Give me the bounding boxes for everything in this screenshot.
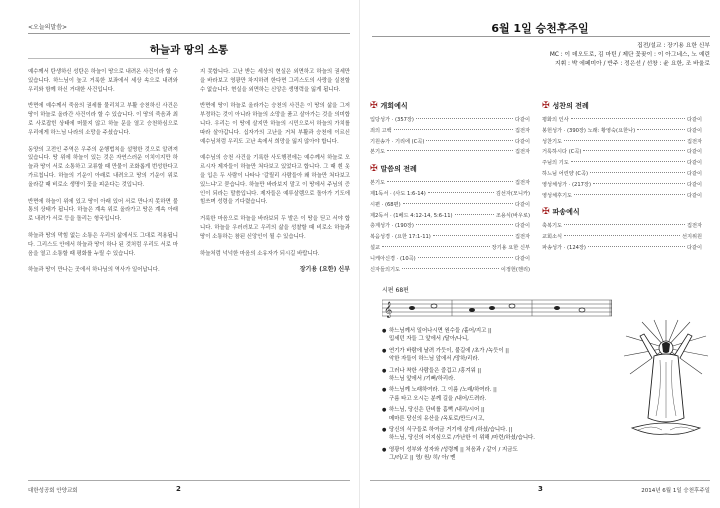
liturgy-item [542,115,702,126]
leader-dots [402,268,499,269]
risen-christ-illustration [622,318,710,438]
paragraph: 예수께서 탄생하신 성탄은 하늘이 땅으로 내려온 사건이라 할 수 있습니다. 하느님이 높고 거룩한 보좌에서 세상 속으로 내려와 우리와 함께 하신 거대한 사건입니다. [28,69,178,93]
liturgy-item [370,243,530,254]
liturgy-item-name: 시편 · (68편) [370,201,401,208]
psalm-verse [382,367,612,384]
verse-lines [389,367,481,384]
title-divider [372,36,710,37]
bullet-icon: ● [382,427,387,434]
footer-service-date: 2014년 6월 1일 승천후주일 [641,488,710,494]
paragraph: 반면에 예수께서 죽음의 권세를 물리치고 부활 승천하신 사건은 땅이 하늘로 올라간 사건이라 할 수 있습니다. 이 땅의 죽음과 최로 사로잡힌 상태에 머물지 않고 하늘 문을 열고 승천하심으로 우리에게 하느님 나라의 소망을 주셨습니다. [28,103,178,136]
liturgy-item-responsible: 이정헌(헨리) [500,266,530,273]
paragraph: 지 못합니다. 고난 받는 세상의 현실은 외면하고 하늘의 권세만을 바라보고 영광만 차지하려 한다면 그리스도의 사랑을 실천할 수 없습니다. 현실을 외면하는 신앙은 생명력을 잃게 됩니다. [200,69,350,93]
leader-dots [387,150,513,151]
leader-dots [571,118,685,119]
leader-dots [588,246,685,247]
liturgy-item-responsible: 다같이 [514,117,530,123]
psalm-verse [382,386,612,403]
liturgy-item-responsible: 다같이 [514,138,530,145]
article-title: 하늘과 땅의 소통 [149,44,229,56]
liturgy-item [370,232,530,243]
credit-line: MC : 이 데오도로, 김 마틴 / 제단 꽃꽂이 : 이 아그네스, 노 예린 [549,52,710,58]
liturgy-item-name: 성찬기도 [542,138,563,145]
service-title: 6월 1일 승천후주일 [491,22,589,35]
leader-dots [571,161,685,162]
verse-line: 하느님께 노래하여라. 그 이름 /노래/하여라. || [389,387,497,394]
liturgy-item [370,211,530,222]
leader-dots [637,129,685,130]
liturgy-item-name: 거룩하시다 (C곡) [542,149,582,156]
bullet-icon: ● [382,328,387,334]
bullet-icon: ● [382,367,387,374]
section-heading-text: 말씀의 전례 [380,165,417,174]
section-heading-text: 성찬의 전례 [552,102,589,110]
leader-dots [426,140,513,141]
liturgy-item-responsible: 다같이 [686,160,702,167]
liturgy-item [370,254,530,265]
liturgy-section-heading [370,164,530,174]
bullet-icon: ● [382,446,387,453]
leader-dots [455,214,494,215]
verse-line: 악한 자들이 하느님 앞에서 /망하/리라. [389,356,480,363]
verse-line: 당신의 식구들로 하여금 거기에 살게 /하셨/습니다. || [389,427,513,434]
leader-dots [564,224,685,225]
verse-lines [389,406,485,423]
liturgy-item-name: 축복기도 [542,223,563,230]
liturgy-item [370,265,530,276]
liturgy-item [370,126,530,137]
liturgy-item-responsible: 다같이 [514,255,530,262]
credit-line: 집전/설교 : 장기용 요한 신부 [637,43,710,49]
psalm-verse [382,446,612,463]
liturgy-item-name: 설교 [370,244,381,251]
liturgy-item-responsible: 집전자 [686,223,702,230]
liturgy-item [542,243,702,254]
liturgy-item [542,221,702,232]
liturgy-item [542,126,702,137]
psalm-verse [382,406,612,423]
footer-rule [370,480,710,481]
leader-dots [433,235,513,236]
liturgy-item-responsible: 다같이 [514,201,530,208]
bullet-icon: ● [382,387,387,394]
footer-rule [28,480,350,481]
liturgy-item [542,137,702,148]
verse-lines [389,386,497,403]
credit-line: 지휘 : 박 에페미아 / 반주 : 정은선 / 선창 : 윤 요한, 조 바울로 [554,61,710,67]
leader-dots [382,246,490,247]
leader-dots [416,118,513,119]
liturgy-item-responsible: 다같이 [686,170,702,177]
liturgy-item-responsible: 다같이 [686,117,702,123]
page-number: 2 [176,485,181,493]
liturgy-item [542,169,702,180]
verse-lines [389,347,509,364]
verse-line: 하느님 앞에서 /기뻐/하리라. [389,376,456,383]
liturgy-column-right [542,95,702,254]
liturgy-item-name: 파송성가 · (124장) [542,244,586,251]
liturgy-item-name: 죄의 고백 [370,127,392,134]
psalm-verse [382,327,612,344]
verse-line: 하느님, 당신의 어지심으로 /가난한 이 위해 /마련/하셨/습니다. [389,435,535,442]
liturgy-item-name: 영성체후기도 [542,192,573,199]
liturgy-item-name: 복음성경 · (요한 17:1-11) [370,234,431,241]
liturgy-item [542,158,702,169]
leader-dots [418,257,513,258]
psalm-verse [382,347,612,364]
paragraph: 예수님의 승천 사건을 기록한 사도행전에는 예수께서 하늘로 오르시자 제자들이 하늘만 쳐다보고 있었다고 합니다. 그 때 흰 옷을 입은 두 사람이 나타나 '갈릴리 사람들아 왜 하늘만 쳐다보고 있느냐'고 묻습니다. 하늘만 바라보지 말고 이 땅에서 주님의 증인이 되라는 말씀입니다. 제자들은 예루살렘으로 돌아가 기도에 힘쓰며 성령을 기다렸습니다. [200,155,350,206]
verse-line: 하느님, 당신은 단비를 흠뻑 /내리/시어 || [389,407,485,414]
verse-line: 연기가 바람에 날려 가듯이, 불길에 /초가 /녹듯이 || [389,347,509,354]
paragraph: 반면에 하늘이 위에 있고 땅이 아래 있어 서로 만나지 못하면 불통의 상태가 됩니다. 하늘은 계속 위로 올라가고 땅은 계속 아래로 내려가 서로 등을 돌리는 형국입니다. [28,198,178,223]
liturgy-item-responsible: 다같이 [686,244,702,251]
paragraph: 거룩한 마음으로 하늘을 바라보되 두 발은 이 땅을 딛고 서야 합니다. 하늘을 우러러보고 우리의 삶을 성찰할 때 비로소 하늘과 땅이 소통하는 참된 신앙인이 될 수 있습니다. [200,216,350,240]
liturgy-item-name: 니케아신경 · (10곡) [370,255,416,262]
liturgy-item-responsible: 다같이 [686,127,702,134]
liturgy-item-name: 교회소식 [542,234,563,241]
article-column-2 [200,68,350,275]
liturgy-column-left [370,95,530,275]
liturgy-item-responsible: 집전자 [514,180,530,187]
liturgy-item-name: 기원송가 · 기리에 (C곡) [370,138,425,145]
psalm-lyrics [382,327,612,466]
svg-text:𝄞: 𝄞 [384,302,393,318]
liturgy-item-name: 주님의 기도 [542,160,569,167]
verse-line: 영광이 성부와 성자와 /성령께 || 처음과 / 같이 / 지금도 [389,446,518,453]
verse-line: 그/러/고 || 영/ 원/ 히/ 아/ 멘 [389,455,456,462]
leader-dots [428,192,494,193]
liturgy-item [370,137,530,148]
liturgy-item [542,232,702,243]
liturgy-item [542,147,702,158]
liturgy-item-name: 평화의 인사 [542,117,569,123]
verse-line: 메마른 당신의 유산을 /옥토로/만드/시고, [389,415,485,422]
music-score [382,296,612,320]
section-divider [28,33,350,34]
paragraph: 하늘처럼 넉넉한 마음의 소유자가 되시길 바랍니다. [200,250,320,257]
liturgy-item-name: 신자들의기도 [370,266,401,273]
liturgy-item [542,180,702,191]
liturgy-item-responsible: 다같이 [514,223,530,230]
leader-dots [583,150,685,151]
leader-dots [394,129,513,130]
leader-dots [564,235,680,236]
verse-lines [389,446,518,463]
liturgy-item [542,191,702,202]
leader-dots [416,224,513,225]
paragraph: 하늘과 땅이 만나는 곳에서 하나님의 역사가 일어납니다. [28,267,160,274]
paragraph: 하늘과 땅의 막힘 없는 소통은 우리의 삶에서도 그대로 적용됩니다. 그리스도 안에서 하늘과 땅이 하나 된 것처럼 우리도 서로 마음을 열고 소통할 때 평화를 누릴 수 있습니다. [28,232,178,257]
liturgy-item [370,147,530,158]
psalm-verse [382,426,612,443]
liturgy-item-responsible: 선지위원 [681,234,702,241]
liturgy-item [370,189,530,200]
cross-icon: ✠ [542,101,550,111]
verse-line: 그러나 착한 사람들은 즐겁고 /흥겨워 || [389,367,482,374]
liturgy-item-name: 입당성가 · (357장) [370,117,414,123]
liturgy-section-heading [370,101,530,111]
verse-line: 하느님께서 일어나시면 원수들 /흩어/지고 || [389,328,492,334]
article-author: 장기용 (요한) 신부 [299,266,350,274]
verse-line: 밉세던 자들 그 앞에서 /달아/나니, [389,336,469,343]
article-column-1 [28,68,178,283]
liturgy-item-responsible: 집전자 [686,138,702,145]
paragraph: 반면에 땅이 하늘로 올라가는 승천의 사건은 이 땅의 삶을 그저 부정하는 것이 아니라 하늘의 소망을 품고 살아가는 것을 의미합니다. 우리는 이 땅에 살지만 하늘의 시민으로서 하늘의 가치를 따라 살아갑니다. 십자가의 고난을 거쳐 부활과 승천에 이르신 예수님처럼 우리도 고난 속에서 희망을 잃지 않아야 합니다. [200,103,350,145]
cross-icon: ✠ [370,164,378,175]
leader-dots [387,181,513,182]
page-number: 3 [538,485,543,493]
liturgy-item [370,178,530,189]
liturgy-item-responsible: 장기용 요한 신부 [491,244,530,251]
leader-dots [564,140,685,141]
verse-line: 구름 타고 오시는 분께 길을 /내어/드려라. [389,395,487,402]
liturgy-section-heading [542,101,702,111]
leader-dots [574,194,685,195]
liturgy-item [370,115,530,126]
psalm-label: 시편 68편 [382,287,409,294]
liturgy-item-responsible: 집전자 [514,234,530,241]
paragraph: 동양의 고전인 주역은 우주의 운행법칙을 설명한 것으로 알려져 있습니다. 땅 위에 하늘이 있는 것은 자연스러운 이치이지만 하늘과 땅이 서로 소통하고 교류할 때 만물이 조화롭게 번성한다고 가르칩니다. 하늘의 기운이 아래로 내려오고 땅의 기운이 위로 올라갈 때 비로소 생명이 꽃을 피운다는 것입니다. [28,146,178,188]
verse-lines [389,426,535,443]
right-page [360,0,720,508]
liturgy-item-responsible: 다같이 [686,149,702,156]
liturgy-item-name: 영성체성가 · (217장) [542,181,591,188]
liturgy-item-responsible: 집전자 [514,127,530,134]
section-heading-text: 개회예식 [380,102,408,110]
liturgy-item [370,200,530,211]
leader-dots [593,183,685,184]
liturgy-item-responsible: 김선자(모니카) [495,190,530,197]
cross-icon: ✠ [542,207,550,218]
liturgy-item-name: 하느님 어린양 (C곡) [542,170,589,177]
verse-lines [389,327,492,344]
service-credits [550,42,710,69]
liturgy-item-name: 본기도 [370,149,386,156]
bullet-icon: ● [382,347,387,354]
section-heading-text: 파송예식 [552,208,580,217]
liturgy-item-name: 층계성가 · (190장) [370,223,414,230]
liturgy-item-name: 제1독서 · (사도 1:6-14) [370,190,426,197]
liturgy-item-responsible: 조용식(바우로) [495,212,530,219]
footer-church-name: 대한성공회 안양교회 [28,488,78,494]
leader-dots [403,203,513,204]
liturgy-item-responsible: 집전자 [514,149,530,156]
liturgy-item-responsible: 다같이 [686,192,702,199]
liturgy-item [370,221,530,232]
liturgy-item-name: 본기도 [370,180,386,187]
cross-icon: ✠ [370,101,378,111]
leader-dots [590,172,685,173]
bullet-icon: ● [382,407,387,414]
liturgy-item-responsible: 다같이 [686,181,702,188]
section-label: <오늘의말씀> [28,24,68,31]
liturgy-section-heading [542,207,702,217]
liturgy-item-name: 봉헌성가 · (390장) 노래: 황영숙(요한나) [542,127,636,134]
title-rule-left [28,58,168,59]
liturgy-item-name: 제2독서 · (1베드 4:12-14, 5:6-11) [370,212,453,219]
